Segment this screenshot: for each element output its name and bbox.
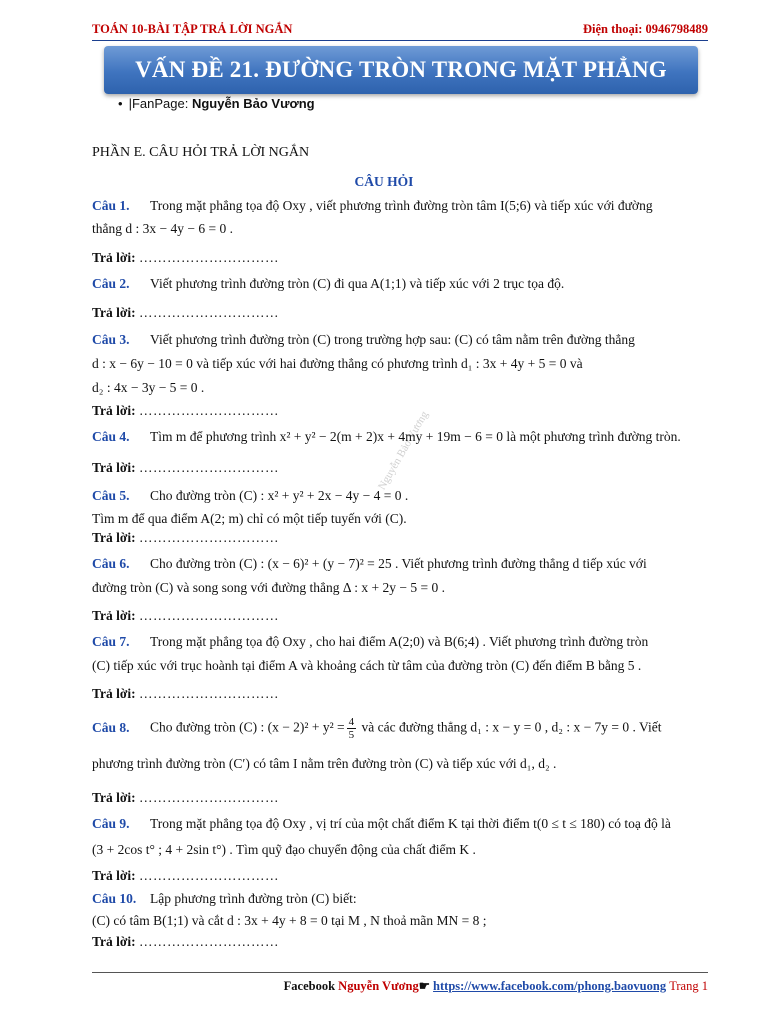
answer-line (92, 608, 279, 624)
question-text: Trong mặt phẳng tọa độ Oxy , vị trí của một chất điểm K tại thời điểm t(0 ≤ t ≤ 180) có toạ độ là (150, 816, 671, 831)
question-1-line-1 (92, 198, 653, 214)
question-text: Cho đường tròn (C) : x² + y² + 2x − 4y − 4 = 0 . (150, 488, 409, 503)
question-text: Viết phương trình đường tròn (C) trong trường hợp sau: (C) có tâm nằm trên đường thẳng (150, 332, 635, 347)
fraction (347, 716, 357, 741)
question-6-line-2: đường tròn (C) và song song với đường thẳng Δ : x + 2y − 5 = 0 . (92, 580, 445, 595)
question-label: Câu 5. (92, 488, 130, 503)
answer-label: Trả lời: (92, 608, 136, 623)
section-subtitle: CÂU HỎI (354, 174, 414, 189)
question-text: Cho đường tròn (C) : (x − 2)² + y² = (150, 719, 345, 735)
question-label: Câu 10. (92, 891, 137, 906)
question-text: Tìm m để phương trình x² + y² − 2(m + 2)x + 4my + 19m − 6 = 0 là một phương trình đường tròn. (150, 429, 681, 444)
answer-dots: ………………………… (138, 686, 279, 701)
question-label: Câu 4. (92, 429, 130, 444)
question-8-line-1 (92, 716, 662, 741)
question-label: Câu 1. (92, 198, 130, 213)
question-3-line-2: d : x − 6y − 10 = 0 và tiếp xúc với hai đường thẳng có phương trình d₁ : 3x + 4y + 5 = 0 và (92, 356, 583, 371)
question-5-line-1 (92, 488, 408, 504)
question-5-line-2: Tìm m để qua điểm A(2; m) chỉ có một tiếp tuyến với (C). (92, 511, 407, 526)
question-label: Câu 7. (92, 634, 130, 649)
answer-dots: ………………………… (138, 868, 279, 883)
answer-label: Trả lời: (92, 460, 136, 475)
question-7-line-1 (92, 634, 648, 650)
watermark: Nguyễn Bảo Vương (376, 409, 431, 492)
answer-line (92, 250, 279, 266)
answer-label: Trả lời: (92, 305, 136, 320)
pointing-hand-icon: ☛ (418, 979, 430, 993)
bullet-icon: • (118, 96, 123, 111)
answer-dots: ………………………… (138, 460, 279, 475)
answer-label: Trả lời: (92, 868, 136, 883)
answer-label: Trả lời: (92, 686, 136, 701)
question-10-line-1 (92, 891, 357, 907)
answer-line (92, 530, 279, 546)
question-text: Viết phương trình đường tròn (C) đi qua A(1;1) và tiếp xúc với 2 trục tọa độ. (150, 276, 565, 291)
question-7-line-2: (C) tiếp xúc với trục hoành tại điểm A và khoảng cách từ tâm của đường tròn (C) đến điểm B bằng 5 . (92, 658, 642, 673)
question-label: Câu 2. (92, 276, 130, 291)
question-1-line-2: thẳng d : 3x − 4y − 6 = 0 . (92, 221, 233, 236)
answer-dots: ………………………… (138, 305, 279, 320)
question-8-line-2: phương trình đường tròn (C′) có tâm I nằm trên đường tròn (C) và tiếp xúc với d₁, d₂ . (92, 756, 557, 771)
answer-dots: ………………………… (138, 403, 279, 418)
question-text: và các đường thẳng d₁ : x − y = 0 , d₂ : x − 7y = 0 . Viết (361, 719, 662, 735)
answer-line (92, 403, 279, 419)
answer-dots: ………………………… (138, 530, 279, 545)
header-title: TOÁN 10-BÀI TẬP TRẢ LỜI NGẮN (92, 22, 293, 36)
question-label: Câu 3. (92, 332, 130, 347)
answer-label: Trả lời: (92, 403, 136, 418)
chapter-banner: VẤN ĐỀ 21. ĐƯỜNG TRÒN TRONG MẶT PHẲNG (104, 46, 698, 94)
page-number: Trang 1 (669, 979, 708, 993)
question-6-line-1 (92, 556, 647, 572)
question-label: Câu 6. (92, 556, 130, 571)
answer-label: Trả lời: (92, 790, 136, 805)
question-4-line-1 (92, 429, 681, 445)
question-9-line-2: (3 + 2cos t° ; 4 + 2sin t°) . Tìm quỹ đạo chuyển động của chất điểm K . (92, 842, 476, 857)
footer-divider (92, 972, 708, 973)
page-header (92, 22, 708, 41)
fanpage-name: Nguyễn Bảo Vương (191, 96, 315, 111)
answer-line (92, 686, 279, 702)
answer-line (92, 934, 279, 950)
section-title: PHẦN E. CÂU HỎI TRẢ LỜI NGẮN (92, 145, 310, 160)
question-9-line-1 (92, 816, 671, 832)
question-3-line-3: d₂ : 4x − 3y − 5 = 0 . (92, 380, 205, 395)
footer-author: Nguyễn Vương (338, 979, 419, 993)
answer-line (92, 305, 279, 321)
answer-line (92, 790, 279, 806)
question-label: Câu 9. (92, 816, 130, 831)
question-text: Trong mặt phẳng tọa độ Oxy , cho hai điểm A(2;0) và B(6;4) . Viết phương trình đường tròn (150, 634, 649, 649)
answer-dots: ………………………… (138, 608, 279, 623)
facebook-link[interactable]: https://www.facebook.com/phong.baovuong (433, 979, 667, 993)
fanpage-label: |FanPage: (128, 96, 189, 111)
answer-line (92, 868, 279, 884)
header-phone: Điện thoại: 0946798489 (583, 22, 708, 36)
answer-label: Trả lời: (92, 250, 136, 265)
fanpage-line (118, 96, 315, 111)
answer-dots: ………………………… (138, 250, 279, 265)
footer-prefix: Facebook (283, 979, 336, 993)
page-footer (284, 978, 708, 994)
question-text: Lập phương trình đường tròn (C) biết: (150, 891, 357, 906)
answer-line (92, 460, 279, 476)
question-label: Câu 8. (92, 719, 130, 735)
question-text: Trong mặt phẳng tọa độ Oxy , viết phương trình đường tròn tâm I(5;6) và tiếp xúc với đường (150, 198, 653, 213)
question-3-line-1 (92, 332, 635, 348)
question-10-line-2: (C) có tâm B(1;1) và cắt d : 3x + 4y + 8 = 0 tại M , N thoả mãn MN = 8 ; (92, 913, 487, 928)
answer-dots: ………………………… (138, 790, 279, 805)
answer-label: Trả lời: (92, 934, 136, 949)
answer-dots: ………………………… (138, 934, 279, 949)
question-2-line-1 (92, 276, 564, 292)
answer-label: Trả lời: (92, 530, 136, 545)
fraction-numerator: 4 (348, 716, 355, 728)
question-text: Cho đường tròn (C) : (x − 6)² + (y − 7)² = 25 . Viết phương trình đường thẳng d tiếp xúc với (150, 556, 647, 571)
fraction-denominator: 5 (348, 729, 355, 741)
